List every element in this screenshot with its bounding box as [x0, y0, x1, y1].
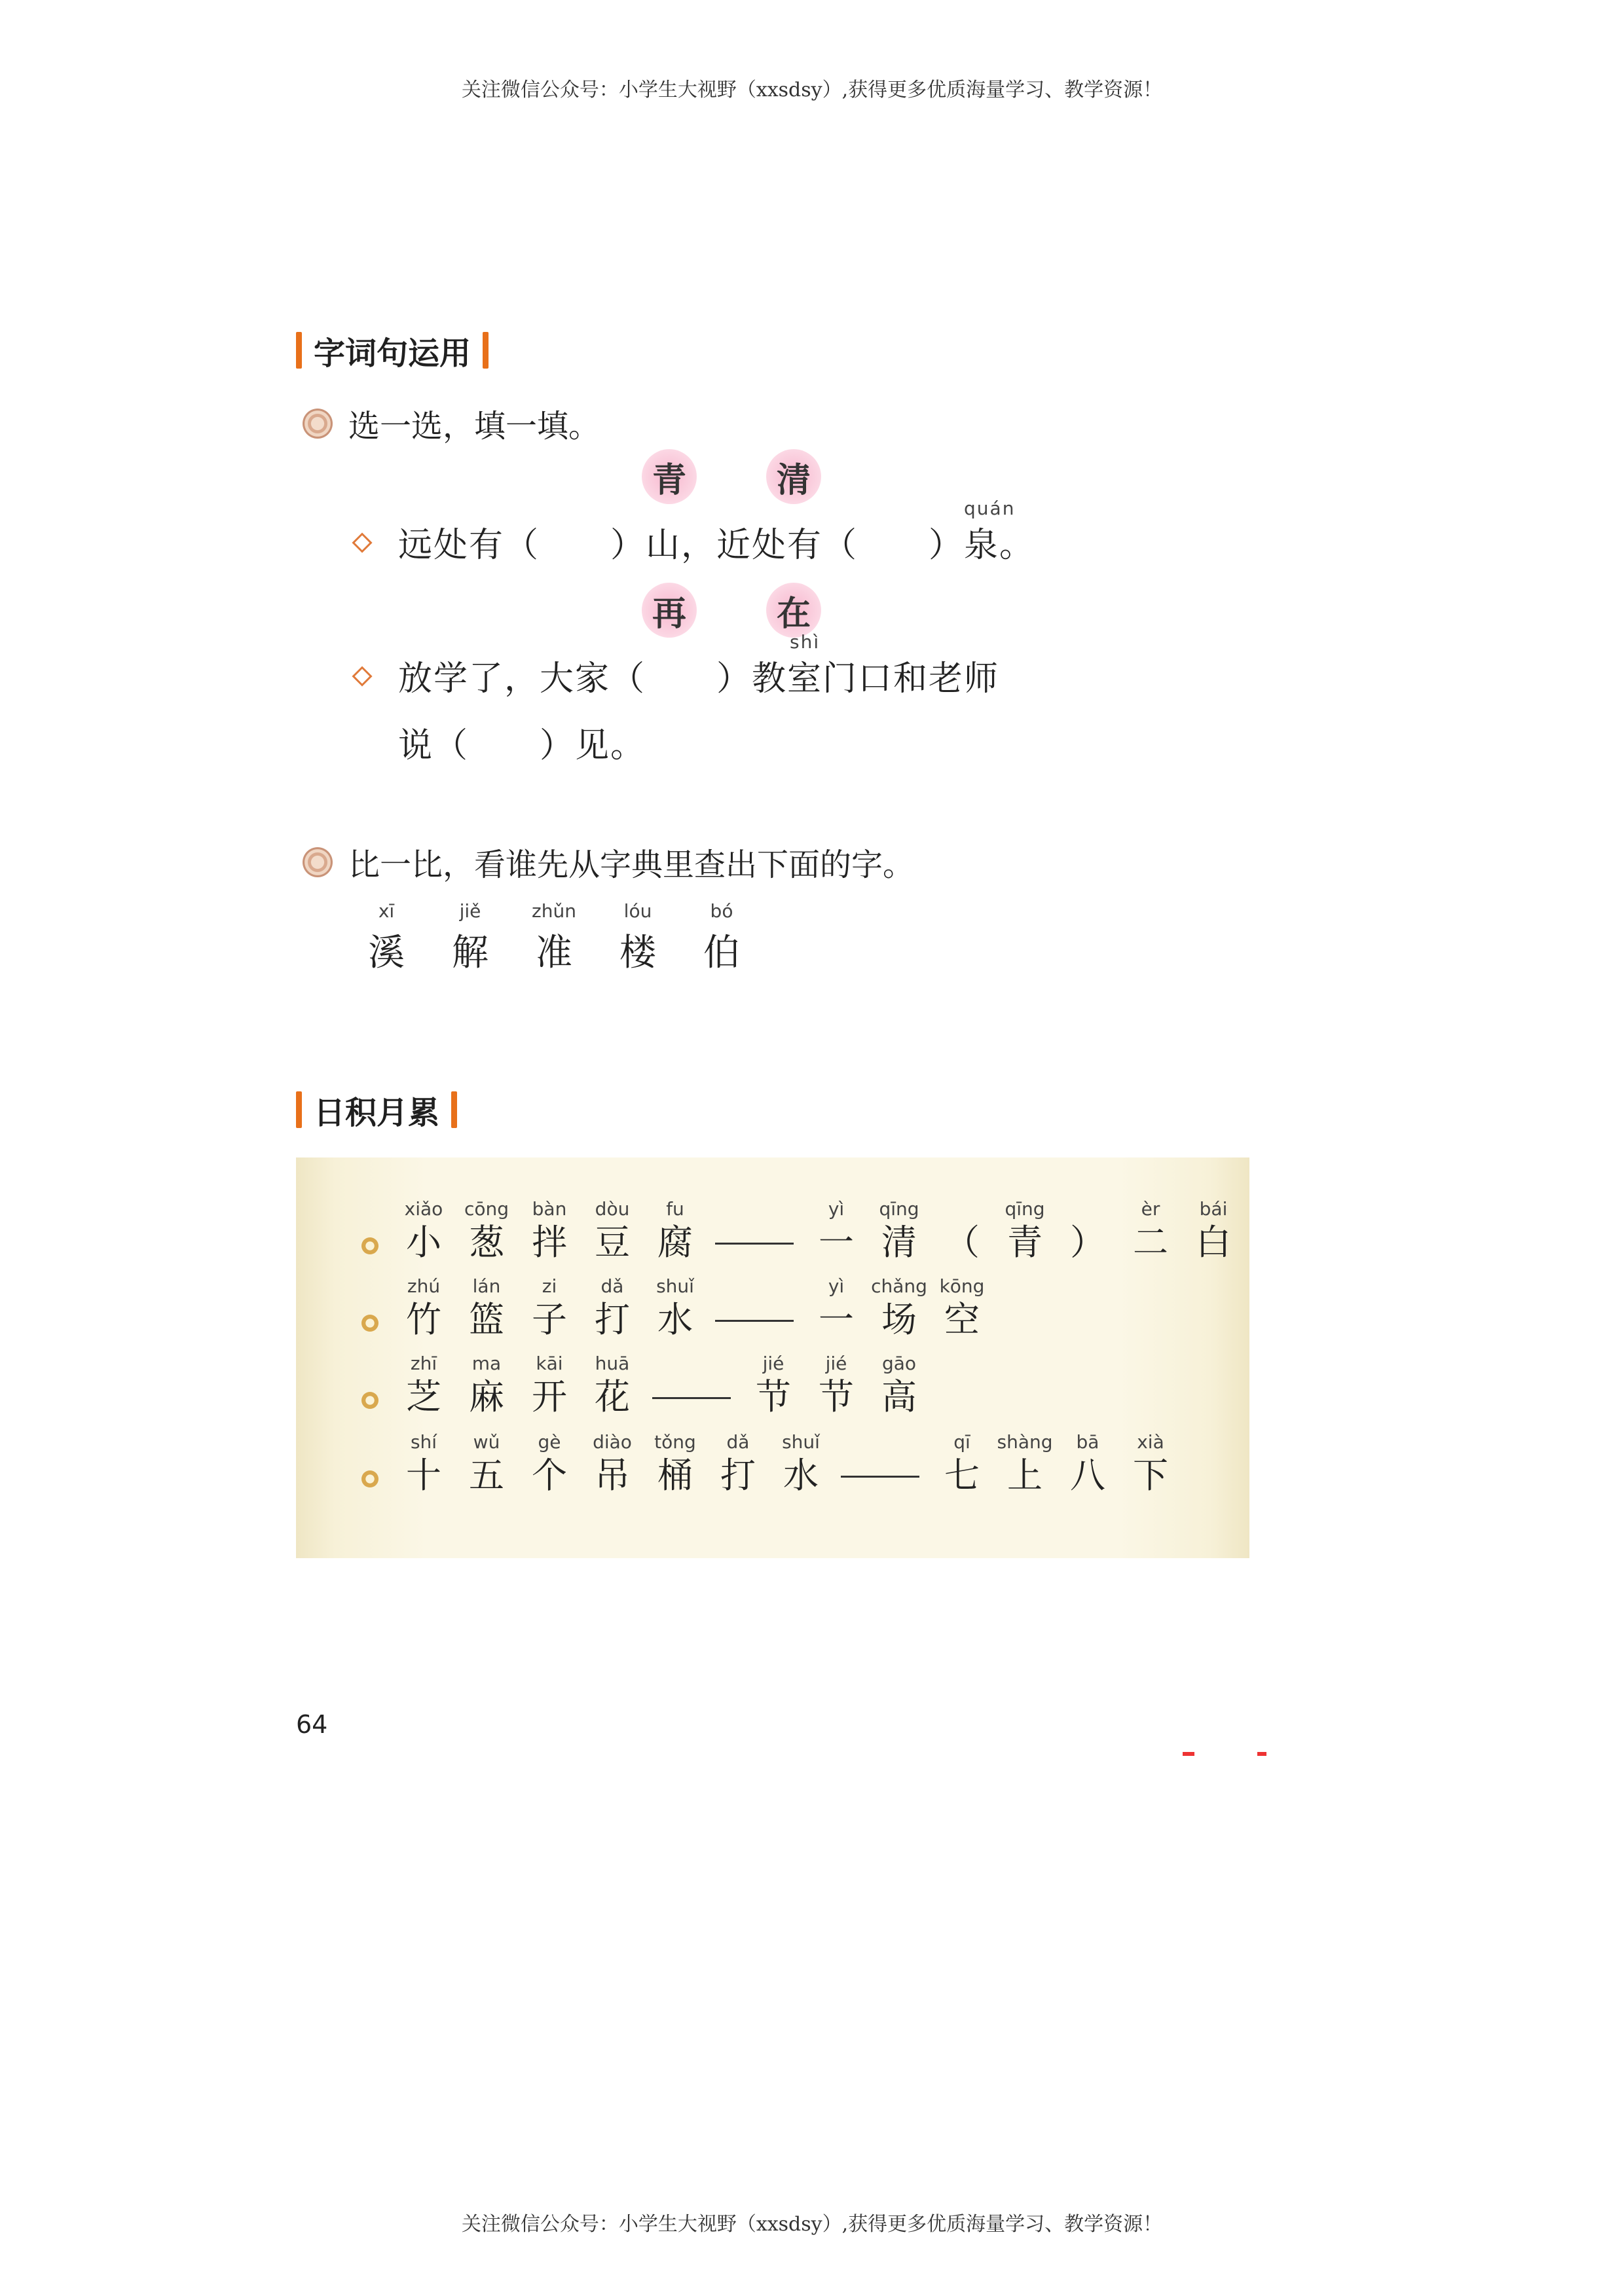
idiom-char [583, 1351, 642, 1418]
idiom-char [457, 1351, 516, 1418]
watermark-bottom: 关注微信公众号：小学生大视野（xxsdsy）,获得更多优质海量学习、教学资源！ [461, 2213, 1163, 2236]
idiom-pinyin: jié [762, 1353, 784, 1374]
idiom-hanzi: 白 [1196, 1222, 1231, 1263]
idiom-pinyin: zhú [407, 1275, 441, 1297]
idiom-row [361, 1351, 1213, 1423]
idiom-pinyin: qīng [879, 1198, 919, 1220]
idiom-hanzi: 节 [819, 1376, 854, 1417]
idiom-hanzi: 竹 [406, 1299, 441, 1340]
option-zai1 [642, 583, 697, 638]
title-bar-left [296, 332, 302, 369]
idiom-hanzi: 小 [406, 1222, 441, 1263]
char-pinyin: xī [378, 900, 395, 922]
idiom-char [807, 1351, 866, 1418]
idiom-char [932, 1197, 991, 1264]
idiom-pinyin: kōng [939, 1275, 985, 1297]
idiom-char [932, 1274, 991, 1341]
title-bar-right [483, 332, 489, 369]
char-pinyin: zhǔn [532, 900, 576, 922]
idiom-pinyin: gāo [881, 1353, 917, 1374]
red-mark [1257, 1752, 1266, 1756]
section-title-text: 字词句运用 [314, 335, 471, 372]
idiom-char [520, 1274, 579, 1341]
option-text: 在 [776, 593, 811, 634]
idiom-hanzi: 水 [783, 1455, 819, 1496]
watermark-top: 关注微信公众号：小学生大视野（xxsdsy）,获得更多优质海量学习、教学资源！ [461, 79, 1163, 101]
idiom-hanzi: 空 [944, 1299, 980, 1340]
idiom-pinyin: qīng [1005, 1198, 1045, 1220]
idiom-hanzi: 节 [756, 1376, 791, 1417]
char-pinyin: bó [710, 900, 733, 922]
idiom-pinyin: dòu [595, 1198, 630, 1220]
idiom-pinyin: dǎ [600, 1275, 624, 1297]
char-hanzi: 准 [536, 932, 572, 974]
idiom-hanzi: 芝 [406, 1376, 441, 1417]
idiom-pinyin: bái [1199, 1198, 1228, 1220]
char-shi: 室 [787, 659, 823, 699]
idiom-char [583, 1274, 642, 1341]
idiom-hanzi: ） [1070, 1222, 1105, 1263]
idiom-pinyin: shuǐ [656, 1275, 694, 1297]
task-instruction: 选一选，填一填。 [348, 408, 600, 445]
dash-separator [715, 1243, 794, 1245]
idiom-pinyin: tǒng [654, 1431, 696, 1453]
dash-separator [715, 1320, 794, 1322]
dict-char [515, 900, 593, 976]
circle-bullet-icon [361, 1470, 378, 1487]
idiom-hanzi: 豆 [595, 1222, 630, 1263]
idiom-pinyin: yì [828, 1275, 845, 1297]
idiom-char [870, 1274, 929, 1341]
idiom-pinyin: cōng [464, 1198, 509, 1220]
idiom-hanzi: 篮 [469, 1299, 504, 1340]
char-hanzi: 伯 [703, 932, 740, 974]
idiom-hanzi: 一 [819, 1222, 854, 1263]
idiom-char [583, 1197, 642, 1264]
idiom-hanzi: 十 [406, 1455, 441, 1496]
q1-end: 。 [999, 526, 1035, 565]
dict-char [431, 900, 509, 976]
idiom-char [1121, 1430, 1180, 1497]
task-choose-fill [303, 401, 600, 446]
idiom-hanzi: 拌 [532, 1222, 567, 1263]
idiom-row [361, 1197, 1231, 1269]
idiom-hanzi: 下 [1133, 1455, 1168, 1496]
idiom-char [870, 1351, 929, 1418]
idiom-hanzi: 腐 [657, 1222, 693, 1263]
idiom-hanzi: 子 [532, 1299, 567, 1340]
dict-char [682, 900, 761, 976]
idiom-hanzi: 清 [881, 1222, 917, 1263]
idiom-pinyin: shuǐ [782, 1431, 820, 1453]
q2-line1 [398, 631, 1000, 700]
coin-icon [303, 847, 333, 877]
idiom-pinyin: gè [538, 1431, 561, 1453]
coin-icon [303, 409, 333, 439]
option-qing2 [766, 449, 821, 504]
idiom-hanzi: 青 [1007, 1222, 1043, 1263]
circle-bullet-icon [361, 1237, 378, 1254]
option-qing1 [642, 449, 697, 504]
section-title-usage [296, 327, 489, 373]
char-hanzi: 解 [452, 932, 489, 974]
red-mark [1183, 1752, 1194, 1756]
idiom-pinyin: qī [953, 1431, 970, 1453]
diamond-bullet-icon [352, 532, 372, 553]
idiom-char [457, 1197, 516, 1264]
idiom-pinyin: shí [410, 1431, 437, 1453]
pinyin-quan: quán [964, 498, 1016, 519]
q2-line2: 说（ ）见。 [398, 726, 646, 765]
option-zai2 [766, 583, 821, 638]
q2-shi-wrap [787, 631, 823, 700]
title-bar-left [296, 1091, 302, 1128]
idiom-char [583, 1430, 642, 1497]
idiom-hanzi: 上 [1007, 1455, 1043, 1496]
char-hanzi: 溪 [368, 932, 405, 974]
pinyin-shi: shì [790, 631, 821, 653]
idiom-hanzi: 七 [944, 1455, 980, 1496]
idiom-char [394, 1197, 453, 1264]
char-quan: 泉 [964, 526, 1000, 565]
circle-bullet-icon [361, 1315, 378, 1332]
idiom-char [520, 1351, 579, 1418]
q2-line1-a: 放学了，大家（ ）教 [398, 659, 788, 699]
task2-instruction: 比一比，看谁先从字典里查出下面的字。 [348, 847, 915, 883]
idiom-pinyin [932, 1197, 991, 1222]
section-title-text: 日积月累 [314, 1094, 440, 1131]
circle-bullet-icon [361, 1392, 378, 1409]
char-hanzi: 楼 [619, 932, 656, 974]
idiom-hanzi: 花 [595, 1376, 630, 1417]
idiom-char [744, 1351, 803, 1418]
idiom-hanzi: 高 [881, 1376, 917, 1417]
page-number: 64 [296, 1710, 328, 1739]
idiom-char [995, 1430, 1054, 1497]
idiom-char [646, 1430, 705, 1497]
task-dictionary [303, 839, 914, 884]
idiom-char [394, 1274, 453, 1341]
idiom-hanzi: 葱 [469, 1222, 504, 1263]
idiom-hanzi: 吊 [595, 1455, 630, 1496]
idiom-char [394, 1430, 453, 1497]
idiom-pinyin: diào [593, 1431, 632, 1453]
idiom-hanzi: 五 [469, 1455, 504, 1496]
idiom-hanzi: 场 [881, 1299, 917, 1340]
idiom-hanzi: 桶 [657, 1455, 693, 1496]
idiom-char [457, 1430, 516, 1497]
idiom-hanzi: 个 [532, 1455, 567, 1496]
dash-separator [652, 1397, 731, 1399]
idiom-panel [296, 1157, 1249, 1558]
idiom-char [1058, 1430, 1117, 1497]
title-bar-right [451, 1091, 457, 1128]
idiom-char [457, 1274, 516, 1341]
idiom-pinyin: lán [472, 1275, 501, 1297]
idiom-pinyin: bàn [532, 1198, 567, 1220]
char-pinyin: lóu [623, 900, 652, 922]
idiom-pinyin: zhī [410, 1353, 437, 1374]
option-text: 再 [652, 593, 686, 634]
idiom-hanzi: 水 [657, 1299, 693, 1340]
idiom-hanzi: 开 [532, 1376, 567, 1417]
idiom-char [807, 1274, 866, 1341]
q1-sentence [398, 498, 1035, 566]
idiom-pinyin: fu [666, 1198, 684, 1220]
idiom-char [709, 1430, 767, 1497]
section-title-accumulate [296, 1087, 457, 1133]
idiom-pinyin: zi [542, 1275, 557, 1297]
idiom-char [1184, 1197, 1243, 1264]
idiom-hanzi: 一 [819, 1299, 854, 1340]
q1-sentence-text: 远处有（ ）山，近处有（ ） [398, 526, 965, 565]
dict-char [347, 900, 426, 976]
option-text: 清 [776, 460, 811, 500]
idiom-row [361, 1274, 1213, 1346]
diamond-bullet-icon [352, 666, 372, 686]
idiom-pinyin: xià [1137, 1431, 1164, 1453]
idiom-pinyin: huā [595, 1353, 630, 1374]
q2-line1-b: 门口和老师 [822, 659, 1000, 699]
idiom-pinyin: xiǎo [404, 1198, 443, 1220]
idiom-pinyin: èr [1141, 1198, 1160, 1220]
idiom-pinyin: ma [471, 1353, 502, 1374]
idiom-char [394, 1351, 453, 1418]
idiom-row [361, 1430, 1213, 1502]
idiom-hanzi: 麻 [469, 1376, 504, 1417]
dash-separator [841, 1476, 919, 1478]
idiom-hanzi: 打 [720, 1455, 756, 1496]
idiom-char [807, 1197, 866, 1264]
idiom-pinyin: chǎng [871, 1275, 927, 1297]
idiom-hanzi: 八 [1070, 1455, 1105, 1496]
idiom-char [1058, 1197, 1117, 1264]
idiom-char [932, 1430, 991, 1497]
idiom-char [995, 1197, 1054, 1264]
idiom-pinyin: wǔ [473, 1431, 500, 1453]
idiom-pinyin: yì [828, 1198, 845, 1220]
idiom-hanzi: 二 [1133, 1222, 1168, 1263]
idiom-hanzi: 打 [595, 1299, 630, 1340]
idiom-pinyin: shàng [997, 1431, 1053, 1453]
char-pinyin: jiě [459, 900, 481, 922]
q1-quan-wrap [964, 498, 1016, 566]
option-text: 青 [652, 460, 686, 500]
idiom-char [771, 1430, 830, 1497]
idiom-pinyin: bā [1076, 1431, 1099, 1453]
idiom-pinyin: jié [825, 1353, 847, 1374]
dict-char [599, 900, 677, 976]
idiom-char [646, 1197, 705, 1264]
idiom-pinyin [1058, 1197, 1117, 1222]
idiom-pinyin: kāi [536, 1353, 563, 1374]
idiom-char [1121, 1197, 1180, 1264]
idiom-char [646, 1274, 705, 1341]
idiom-char [520, 1197, 579, 1264]
idiom-char [870, 1197, 929, 1264]
idiom-char [520, 1430, 579, 1497]
idiom-hanzi: （ [944, 1222, 980, 1263]
idiom-pinyin: dǎ [726, 1431, 750, 1453]
